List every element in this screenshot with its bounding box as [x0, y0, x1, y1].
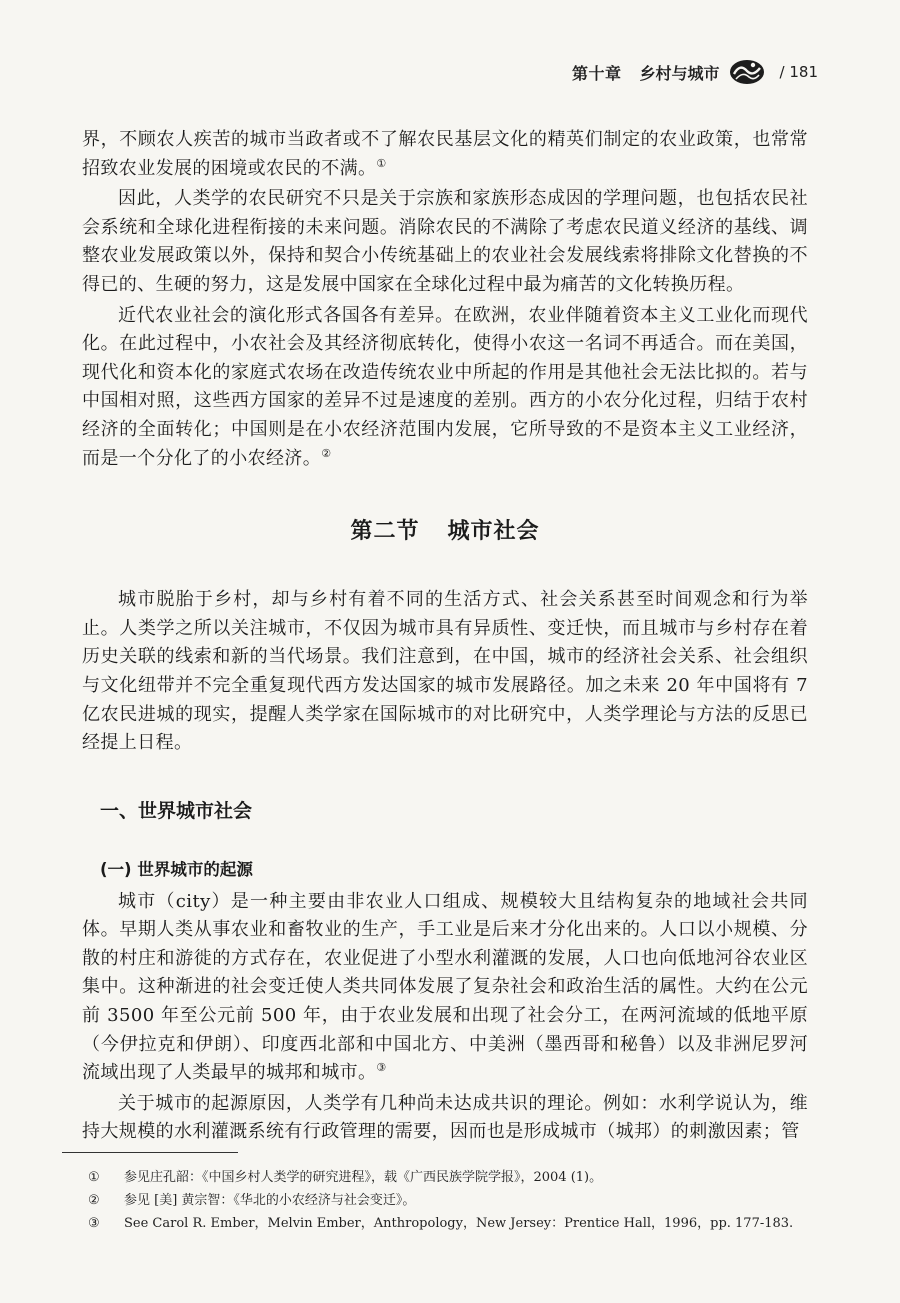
- footnote-text: See Carol R. Ember，Melvin Ember，Anthropology，New Jersey：Prentice Hall，1996，pp. 177-183.: [124, 1216, 794, 1231]
- footnote: [88, 1189, 808, 1212]
- paragraph-text: 界，不顾农人疾苦的城市当政者或不了解农民基层文化的精英们制定的农业政策，也常常招致农业发展的困境或农民的不满。: [82, 129, 808, 179]
- paragraph: [82, 888, 808, 1088]
- paragraph: [82, 126, 808, 183]
- body-text: [82, 126, 808, 1147]
- subsection-heading: 一、世界城市社会: [100, 799, 253, 822]
- footnote-text: 参见 [美] 黄宗智：《华北的小农经济与社会变迁》。: [124, 1193, 416, 1208]
- book-logo-icon: [728, 57, 766, 87]
- chapter-title: 乡村与城市: [639, 63, 720, 83]
- footnote-ref[interactable]: ①: [376, 156, 387, 170]
- footnote-number: ②: [88, 1193, 100, 1208]
- footnote-text: 参见庄孔韶：《中国乡村人类学的研究进程》，载《广西民族学院学报》，2004 (1)。: [124, 1170, 603, 1185]
- footnote-number: ③: [88, 1216, 100, 1231]
- footnote-ref[interactable]: ③: [376, 1061, 387, 1075]
- section-title: 城市社会: [447, 519, 540, 545]
- paragraph: 因此，人类学的农民研究不只是关于宗族和家族形态成因的学理问题，也包括农民社会系统和全球化进程衔接的未来问题。消除农民的不满除了考虑农民道义经济的基线、调整农业发展政策以外，保持和契合小传统基础上的农业社会发展线索将排除文化替换的不得已的、生硬的努力，这是发展中国家在全球化过程中最为痛苦的文化转换历程。: [82, 188, 808, 295]
- paragraph: [82, 302, 808, 474]
- footnotes: [88, 1166, 808, 1235]
- running-header: [572, 52, 818, 92]
- section-heading: [82, 514, 808, 548]
- footnote: [88, 1166, 808, 1189]
- footnote: [88, 1212, 808, 1235]
- section-number: 第二节: [350, 519, 420, 545]
- sub-subsection-heading: (一) 世界城市的起源: [100, 859, 253, 879]
- footnote-divider: [62, 1152, 238, 1153]
- paragraph-text: 城市（city）是一种主要由非农业人口组成、规模较大且结构复杂的地域社会共同体。早期人类从事农业和畜牧业的生产，手工业是后来才分化出来的。人口以小规模、分散的村庄和游徙的方式存在，农业促进了小型水利灌溉的发展，人口也向低地河谷农业区集中。这种渐进的社会变迁使人类共同体发展了复杂社会和政治生活的属性。大约在公元前 3500 年至公元前 500 年，由于农业发展和出现了社会分工，在两河流域的低地平原（今伊拉克和伊朗）、印度西北部和中国北方、中美洲（墨西哥和秘鲁）以及非洲尼罗河流域出现了人类最早的城邦和城市。: [82, 890, 808, 1084]
- paragraph-text: 近代农业社会的演化形式各国各有差异。在欧洲，农业伴随着资本主义工业化而现代化。在此过程中，小农社会及其经济彻底转化，使得小农这一名词不再适合。而在美国，现代化和资本化的家庭式农场在改造传统农业中所起的作用是其他社会无法比拟的。若与中国相对照，这些西方国家的差异不过是速度的差别。西方的小农分化过程，归结于农村经济的全面转化；中国则是在小农经济范围内发展，它所导致的不是资本主义工业经济，而是一个分化了的小农经济。: [82, 304, 808, 469]
- paragraph: 城市脱胎于乡村，却与乡村有着不同的生活方式、社会关系甚至时间观念和行为举止。人类学之所以关注城市，不仅因为城市具有异质性、变迁快，而且城市与乡村存在着历史关联的线索和新的当代场景。我们注意到，在中国，城市的经济社会关系、社会组织与文化纽带并不完全重复现代西方发达国家的城市发展路径。加之未来 20 年中国将有 7 亿农民进城的现实，提醒人类学家在国际城市的对比研究中，人类学理论与方法的反思已经提上日程。: [82, 589, 808, 754]
- page-number: / 181: [779, 63, 818, 81]
- footnote-ref[interactable]: ②: [321, 446, 332, 460]
- chapter-label: 第十章: [572, 63, 622, 83]
- paragraph: 关于城市的起源原因，人类学有几种尚未达成共识的理论。例如：水利学说认为，维持大规模的水利灌溉系统有行政管理的需要，因而也是形成城市（城邦）的刺激因素；管: [82, 1092, 808, 1143]
- footnote-number: ①: [88, 1170, 100, 1185]
